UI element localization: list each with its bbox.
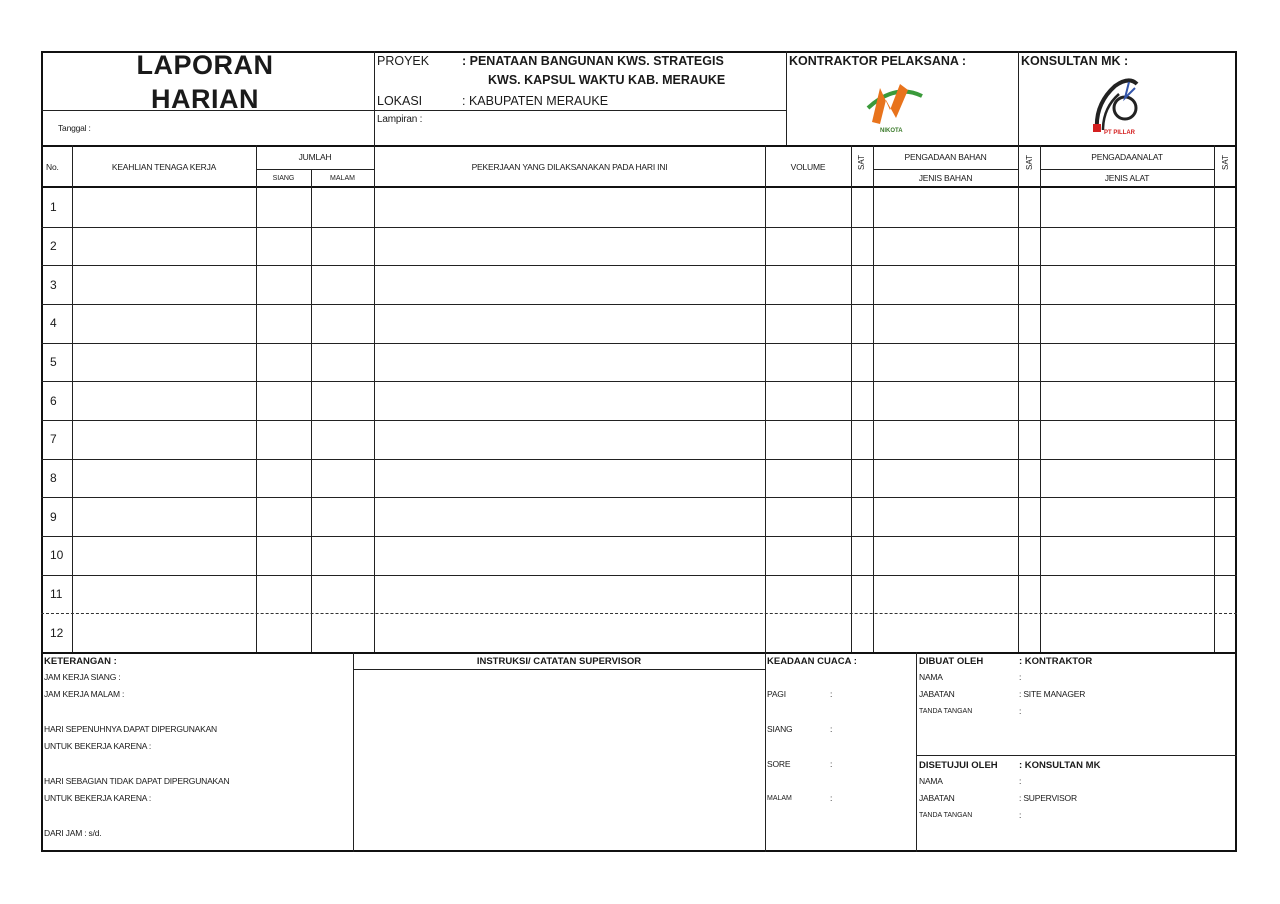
col-sat1-label: SAT [857,155,866,170]
dibuat-nama-label: NAMA [919,672,943,682]
disetujui-jabatan-value: : SUPERVISOR [1019,793,1077,803]
konsultan-logo-text: PT PILLAR [1104,130,1135,136]
bahan-sub-line [873,169,1018,170]
proyek-value-line2: KWS. KAPSUL WAKTU KAB. MERAUKE [488,73,726,87]
col-pengadaan-alat-label: PENGADAANALAT [1091,152,1163,162]
cuaca-sore-label: SORE [767,759,791,769]
jam-kerja-malam: JAM KERJA MALAM : [44,689,125,699]
cuaca-malam-label: MALAM [767,795,792,802]
header-divider-1 [374,51,375,145]
kontraktor-label: KONTRAKTOR PELAKSANA : [789,54,967,68]
col-jenis-bahan-label: JENIS BAHAN [918,173,973,183]
instruksi-label: INSTRUKSI/ CATATAN SUPERVISOR [476,656,642,667]
disetujui-tanda-tangan-label: TANDA TANGAN [919,812,973,819]
row-divider [41,304,1237,305]
col-line-bahan [1018,145,1019,652]
row-divider [41,343,1237,344]
row-divider [41,227,1237,228]
row-number: 4 [50,316,57,331]
row-number: 7 [50,432,57,447]
footer-divider-2 [765,652,766,852]
hari-penuh-line1: HARI SEPENUHNYA DAPAT DIPERGUNAKAN [44,724,217,734]
hari-sebagian-line1: HARI SEBAGIAN TIDAK DAPAT DIPERGUNAKAN [44,776,230,786]
row-number: 1 [50,200,57,215]
disetujui-nama-label: NAMA [919,776,943,786]
konsultan-label: KONSULTAN MK : [1021,54,1129,68]
row-divider [41,459,1237,460]
col-line-malam [374,145,375,652]
report-title-line1: LAPORAN [136,50,274,80]
col-jumlah-label: JUMLAH [298,152,332,162]
row-number: 11 [50,587,63,601]
col-keahlian-label: KEAHLIAN TENAGA KERJA [111,162,217,172]
jam-kerja-siang: JAM KERJA SIANG : [44,672,121,682]
row-number: 5 [50,355,57,369]
disetujui-tanda-tangan-colon: : [1019,810,1022,820]
col-line-pekerjaan [765,145,766,652]
col-line-keahlian [256,145,257,652]
col-line-no [72,145,73,652]
row-divider [41,497,1237,498]
col-siang-label: SIANG [272,175,295,182]
header-divider-2 [786,51,787,145]
pillar-logo-icon [1085,74,1155,136]
row-number: 3 [50,277,57,292]
col-volume-label: VOLUME [790,162,826,172]
header-bottom-line [41,145,1237,147]
dari-jam: DARI JAM : s/d. [44,828,102,838]
alat-sub-line [1040,169,1214,170]
col-line-siang [311,169,312,652]
proyek-label: PROYEK [377,54,430,68]
proyek-value-line1: : PENATAAN BANGUNAN KWS. STRATEGIS [462,54,724,68]
column-header-bottom-line [41,186,1237,188]
cuaca-malam-colon: : [830,793,833,803]
col-sat2-label: SAT [1025,155,1034,170]
kontraktor-logo-text: NIKOTA [880,128,903,134]
cuaca-sore-colon: : [830,759,833,769]
hari-penuh-line2: UNTUK BEKERJA KARENA : [44,741,152,751]
proyek-bottom-line [374,110,786,111]
row-number: 8 [50,471,57,485]
row-divider [41,575,1237,576]
row-number: 12 [50,625,64,640]
footer-top-line [41,652,1237,654]
row-divider-dashed [41,613,1237,614]
dibuat-tanda-tangan-label: TANDA TANGAN [919,708,973,715]
col-line-alat [1214,145,1215,652]
tanggal-label: Tanggal : [58,123,91,133]
dibuat-nama-colon: : [1019,672,1022,682]
disetujui-nama-colon: : [1019,776,1022,786]
disetujui-oleh-label: DISETUJUI OLEH [919,760,998,771]
col-line-sat2 [1040,145,1041,652]
row-number: 6 [50,393,57,408]
row-divider [41,265,1237,266]
footer-divider-3 [916,652,917,852]
instruksi-header-line [353,669,765,670]
disetujui-oleh-value: : KONSULTAN MK [1019,760,1101,771]
col-pekerjaan-label: PEKERJAAN YANG DILAKSANAKAN PADA HARI INI [471,162,668,172]
col-malam-label: MALAM [330,175,355,182]
dibuat-jabatan-value: : SITE MANAGER [1019,689,1086,699]
col-line-sat1 [873,145,874,652]
row-number: 9 [50,509,57,524]
lokasi-value: : KABUPATEN MERAUKE [462,94,609,108]
cuaca-pagi-colon: : [830,689,833,699]
lampiran-label: Lampiran : [377,114,423,125]
hari-sebagian-line2: UNTUK BEKERJA KARENA : [44,793,152,803]
dibuat-oleh-value: : KONTRAKTOR [1019,656,1093,667]
cuaca-pagi-label: PAGI [767,689,786,699]
footer-divider-1 [353,652,354,852]
col-no-label: No. [46,162,59,172]
row-number: 2 [50,239,57,253]
keterangan-label: KETERANGAN : [44,656,117,667]
jumlah-sub-line [256,169,374,170]
row-divider [41,536,1237,537]
konsultan-logo [1085,74,1155,136]
col-jenis-alat-label: JENIS ALAT [1104,173,1150,183]
dibuat-tanda-tangan-colon: : [1019,706,1022,716]
row-divider [41,420,1237,421]
cuaca-siang-colon: : [830,724,833,734]
keadaan-cuaca-label: KEADAAN CUACA : [767,656,857,667]
lokasi-label: LOKASI [377,94,423,108]
col-line-volume [851,145,852,652]
header-divider-3 [1018,51,1019,145]
col-pengadaan-bahan-label: PENGADAAN BAHAN [904,152,987,162]
signature-divider [916,755,1237,756]
disetujui-jabatan-label: JABATAN [919,793,955,803]
report-title-line2: HARIAN [151,84,259,114]
row-number: 10 [50,548,64,563]
cuaca-siang-label: SIANG [767,724,793,734]
row-divider [41,381,1237,382]
dibuat-jabatan-label: JABATAN [919,689,955,699]
col-sat3-label: SAT [1221,155,1230,170]
dibuat-oleh-label: DIBUAT OLEH [919,656,984,667]
